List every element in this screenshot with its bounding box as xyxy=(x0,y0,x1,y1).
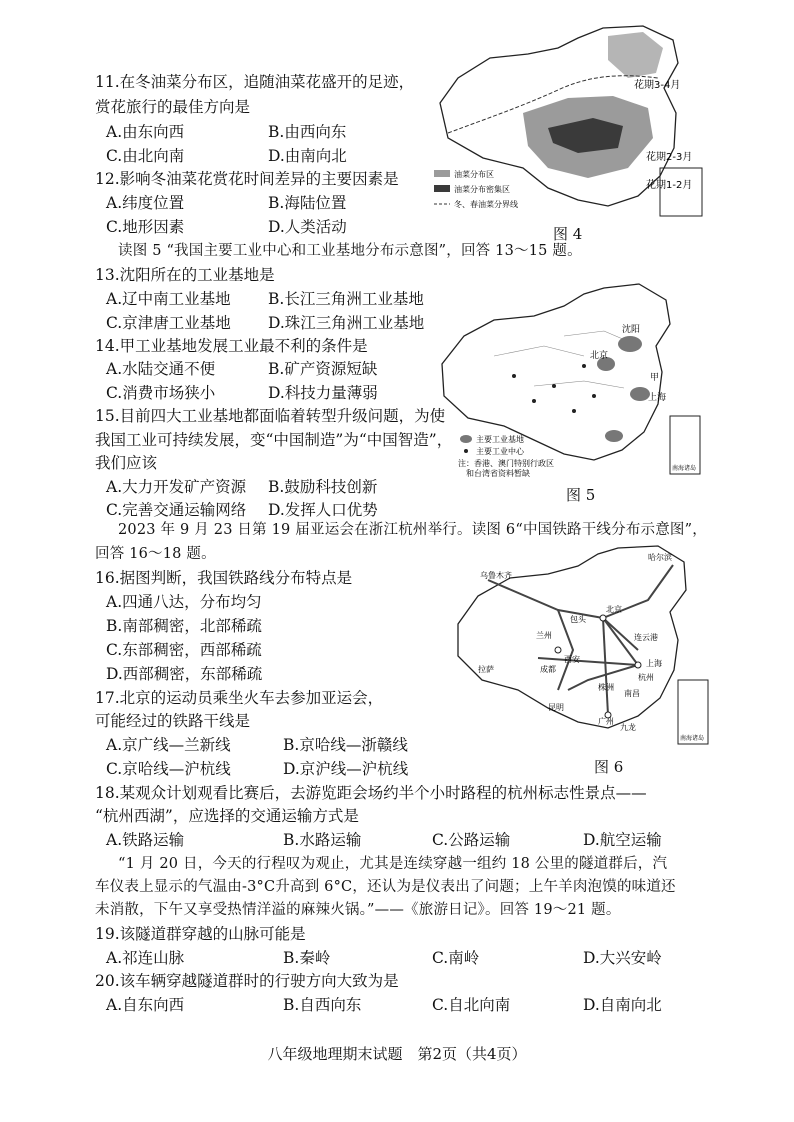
map5-legend-note2: 和台湾省资料暂缺 xyxy=(466,469,530,478)
q19-option-c[interactable]: C.南岭 xyxy=(432,949,480,967)
city-hangzhou: 杭州 xyxy=(638,673,654,682)
q19-option-a[interactable]: A.祁连山脉 xyxy=(106,949,185,967)
q20-option-d[interactable]: D.自南向北 xyxy=(583,996,662,1014)
city-lanzhou: 兰州 xyxy=(536,631,552,640)
industrial-base-map xyxy=(434,276,704,481)
city-xian: 西安 xyxy=(564,655,580,664)
q17-stem-line2: 可能经过的铁路干线是 xyxy=(95,712,251,730)
railway-map xyxy=(448,540,710,750)
q13-stem: 13.沈阳所在的工业基地是 xyxy=(95,266,275,284)
map5-label-shenyang: 沈阳 xyxy=(622,325,641,335)
city-shanghai: 上海 xyxy=(646,659,662,668)
q11-option-a[interactable]: A.由东向西 xyxy=(106,123,185,141)
map5-label-shanghai: 上海 xyxy=(648,393,667,403)
q15-option-b[interactable]: B.鼓励科技创新 xyxy=(268,478,378,496)
q17-option-a[interactable]: A.京广线—兰新线 xyxy=(106,736,231,754)
q11-option-d[interactable]: D.由南向北 xyxy=(268,147,347,165)
city-jiulong: 九龙 xyxy=(620,723,636,732)
q17-option-b[interactable]: B.京哈线—浙赣线 xyxy=(283,736,408,754)
legend-center-swatch xyxy=(464,449,468,453)
q13-option-c[interactable]: C.京津唐工业基地 xyxy=(106,314,231,332)
city-zhuzhou: 株洲 xyxy=(598,683,614,692)
map6-label-nanhai: 南海诸岛 xyxy=(680,735,705,742)
q20-option-a[interactable]: A.自东向西 xyxy=(106,996,185,1014)
legend-base-swatch xyxy=(460,435,472,443)
intro-diary-line1: “1 月 20 日，今天的行程叹为观止，尤其是连续穿越一组约 18 公里的隧道群后，汽 xyxy=(118,856,668,872)
q15-stem-line3: 我们应该 xyxy=(95,454,158,472)
south-sea-inset xyxy=(660,168,702,216)
map4-label-l2: 花期2-3月 xyxy=(646,152,693,163)
q11-stem-line1: 11.在冬油菜分布区，追随油菜花盛开的足迹， xyxy=(95,73,415,91)
intro-diary-line3: 未消散，下午又享受热情洋溢的麻辣火锅。”——《旅游日记》。回答 19～21 题。 xyxy=(95,902,621,918)
q18-option-b[interactable]: B.水路运输 xyxy=(283,831,362,849)
city-guangzhou: 广州 xyxy=(598,717,614,726)
q18-option-c[interactable]: C.公路运输 xyxy=(432,831,511,849)
page-footer: 八年级地理期末试题 第2页（共4页） xyxy=(267,1045,527,1063)
q11-option-c[interactable]: C.由北向南 xyxy=(106,147,185,165)
city-kunming: 昆明 xyxy=(548,703,564,712)
city-beijing: 北京 xyxy=(606,605,622,614)
q12-option-a[interactable]: A.纬度位置 xyxy=(106,194,185,212)
city-lianyungang: 连云港 xyxy=(634,633,658,642)
q12-option-d[interactable]: D.人类活动 xyxy=(268,218,347,236)
map5-legend-note1: 注：香港、澳门特别行政区 xyxy=(458,459,554,468)
q13-option-a[interactable]: A.辽中南工业基地 xyxy=(106,290,231,308)
q15-option-a[interactable]: A.大力开发矿产资源 xyxy=(106,478,247,496)
city-harbin: 哈尔滨 xyxy=(648,553,672,562)
q18-option-a[interactable]: A.铁路运输 xyxy=(106,831,185,849)
q16-option-c[interactable]: C.东部稠密，西部稀疏 xyxy=(106,641,262,659)
q19-stem: 19.该隧道群穿越的山脉可能是 xyxy=(95,925,306,943)
q19-option-b[interactable]: B.秦岭 xyxy=(283,949,331,967)
q11-stem-line2: 赏花旅行的最佳方向是 xyxy=(95,98,251,116)
q14-option-b[interactable]: B.矿产资源短缺 xyxy=(268,360,378,378)
legend-swatch-distribution xyxy=(434,170,450,177)
q13-option-d[interactable]: D.珠江三角洲工业基地 xyxy=(268,314,425,332)
rapeseed-distribution-map xyxy=(428,18,708,220)
intro-diary-line2: 车仪表上显示的气温由-3°C升高到 6°C，还认为是仪表出了问题；上午羊肉泡馍的味道还 xyxy=(95,879,676,895)
map4-legend-c: 冬、春油菜分界线 xyxy=(454,200,518,209)
map4-label-l3: 花期1-2月 xyxy=(646,180,693,191)
city-baotou: 包头 xyxy=(570,615,586,624)
q15-option-d[interactable]: D.发挥人口优势 xyxy=(268,501,378,519)
q16-option-d[interactable]: D.西部稠密，东部稀疏 xyxy=(106,665,263,683)
q15-stem-line2: 我国工业可持续发展，变“中国制造”为“中国智造”， xyxy=(95,431,453,449)
map5-label-nanhai: 南海诸岛 xyxy=(672,465,697,472)
q16-option-a[interactable]: A.四通八达，分布均匀 xyxy=(106,593,262,611)
q12-option-b[interactable]: B.海陆位置 xyxy=(268,194,347,212)
intro-fig6-line2: 回答 16～18 题。 xyxy=(95,546,216,562)
q12-option-c[interactable]: C.地形因素 xyxy=(106,218,185,236)
q15-option-c[interactable]: C.完善交通运输网络 xyxy=(106,501,247,519)
q13-option-b[interactable]: B.长江三角洲工业基地 xyxy=(268,290,424,308)
q14-option-d[interactable]: D.科技力量薄弱 xyxy=(268,384,378,402)
q15-stem-line1: 15.目前四大工业基地都面临着转型升级问题，为使 xyxy=(95,407,446,425)
q20-stem: 20.该车辆穿越隧道群时的行驶方向大致为是 xyxy=(95,972,399,990)
q14-stem: 14.甲工业基地发展工业最不利的条件是 xyxy=(95,337,368,355)
map5-caption: 图 5 xyxy=(566,486,596,504)
q17-stem-line1: 17.北京的运动员乘坐火车去参加亚运会， xyxy=(95,689,384,707)
q14-option-c[interactable]: C.消费市场狭小 xyxy=(106,384,216,402)
q11-option-b[interactable]: B.由西向东 xyxy=(268,123,347,141)
map5-legend-b: 主要工业中心 xyxy=(476,447,524,456)
q20-option-b[interactable]: B.自西向东 xyxy=(283,996,362,1014)
city-lhasa: 拉萨 xyxy=(478,665,494,674)
map5-label-beijing: 北京 xyxy=(590,351,609,361)
map4-label-l1: 花期3-4月 xyxy=(634,80,681,91)
city-urumqi: 乌鲁木齐 xyxy=(480,571,512,580)
map6-caption: 图 6 xyxy=(594,758,624,776)
map4-legend-a: 油菜分布区 xyxy=(454,170,494,179)
q14-option-a[interactable]: A.水陆交通不便 xyxy=(106,360,216,378)
legend-swatch-dense xyxy=(434,185,450,192)
q17-option-d[interactable]: D.京沪线—沪杭线 xyxy=(283,760,409,778)
q16-stem: 16.据图判断，我国铁路线分布特点是 xyxy=(95,569,353,587)
q18-option-d[interactable]: D.航空运输 xyxy=(583,831,662,849)
q19-option-d[interactable]: D.大兴安岭 xyxy=(583,949,662,967)
q17-option-c[interactable]: C.京哈线—沪杭线 xyxy=(106,760,231,778)
map4-legend-b: 油菜分布密集区 xyxy=(454,185,510,194)
intro-fig6-line1: 2023 年 9 月 23 日第 19 届亚运会在浙江杭州举行。读图 6“中国铁路干线分布示意图”， xyxy=(118,522,707,538)
q12-stem: 12.影响冬油菜花赏花时间差异的主要因素是 xyxy=(95,170,399,188)
city-chengdu: 成都 xyxy=(540,665,556,674)
map5-label-jia: 甲 xyxy=(650,373,660,383)
q18-stem-line2: “杭州西湖”，应选择的交通运输方式是 xyxy=(95,807,359,825)
intro-fig5: 读图 5 “我国主要工业中心和工业基地分布示意图”，回答 13～15 题。 xyxy=(118,243,582,259)
q16-option-b[interactable]: B.南部稠密，北部稀疏 xyxy=(106,617,262,635)
map5-legend-a: 主要工业基地 xyxy=(476,435,524,444)
q20-option-c[interactable]: C.自北向南 xyxy=(432,996,511,1014)
map4-caption: 图 4 xyxy=(553,225,583,243)
q18-stem-line1: 18.某观众计划观看比赛后，去游览距会场约半个小时路程的杭州标志性景点—— xyxy=(95,784,647,802)
city-nanchang: 南昌 xyxy=(624,689,640,698)
